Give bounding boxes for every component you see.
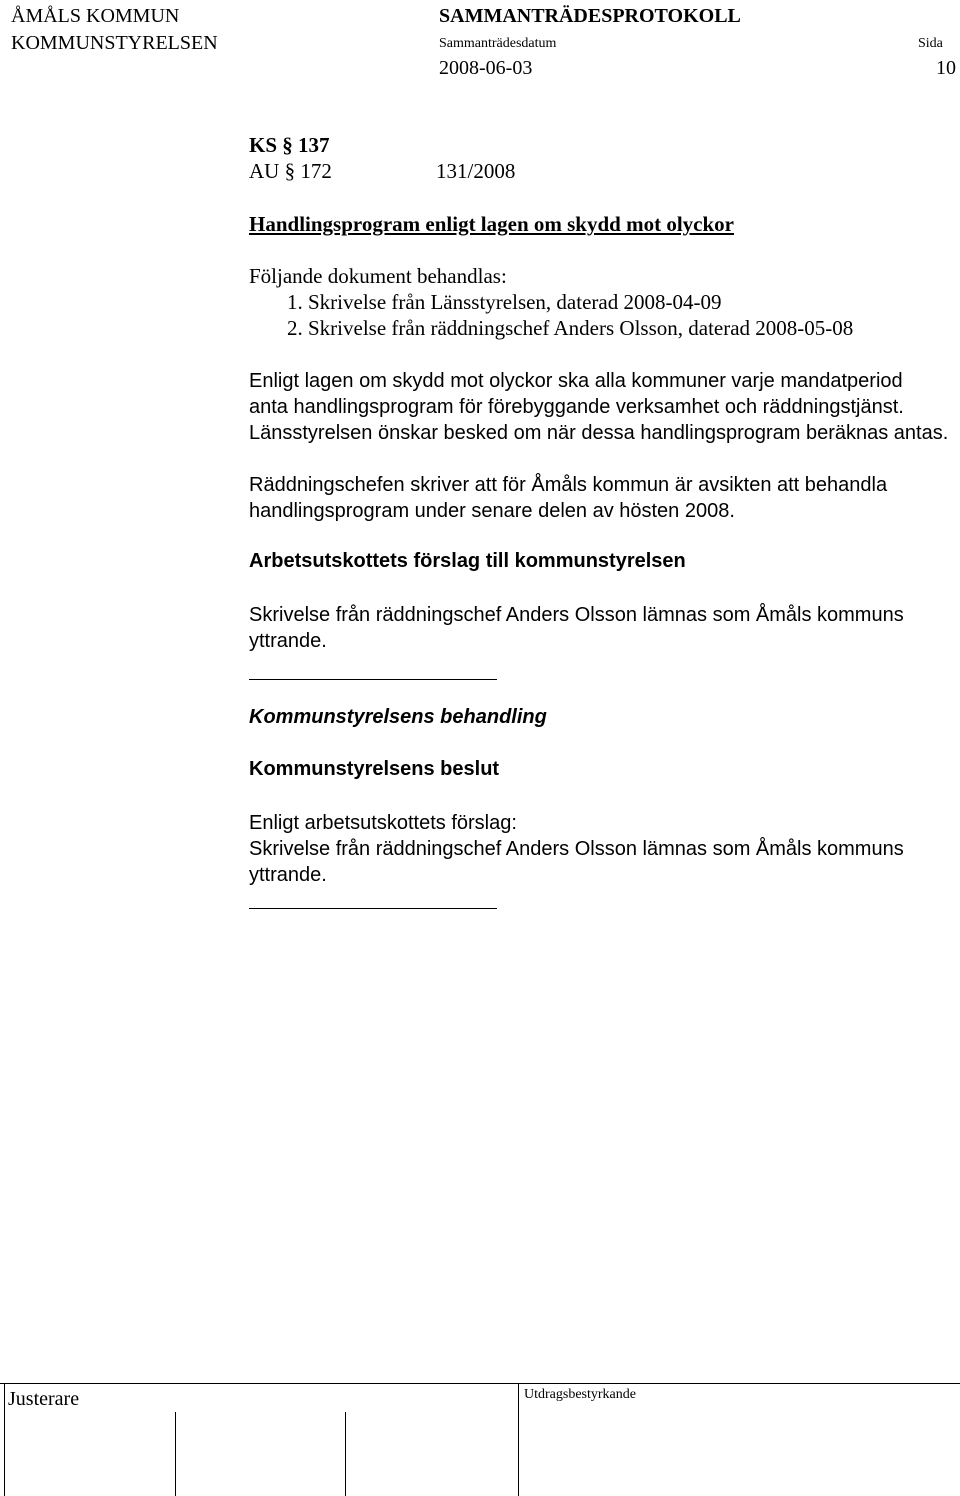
proposal-heading: Arbetsutskottets förslag till kommunstyrelsen (249, 550, 686, 572)
text-line: Enligt lagen om skydd mot olyckor ska alla kommuner varje mandatperiod (249, 370, 903, 392)
text-line: handlingsprogram under senare delen av hösten 2008. (249, 500, 735, 522)
text-line: Länsstyrelsen önskar besked om när dessa handlingsprogram beräknas antas. (249, 422, 949, 444)
text-line: anta handlingsprogram för förebyggande verksamhet och räddningstjänst. (249, 396, 904, 418)
text-line: Skrivelse från räddningschef Anders Olsson lämnas som Åmåls kommuns (249, 604, 904, 626)
signature-divider (175, 1412, 176, 1496)
signature-divider (518, 1384, 519, 1496)
page-number: 10 (936, 57, 956, 79)
document-item: 1. Skrivelse från Länsstyrelsen, daterad 2008-04-09 (287, 290, 722, 314)
decision-heading: Kommunstyrelsens beslut (249, 758, 500, 780)
au-paragraph: AU § 172 (249, 159, 332, 183)
separator-line (249, 679, 497, 680)
document-type: SAMMANTRÄDESPROTOKOLL (439, 5, 741, 27)
document-item: 2. Skrivelse från räddningschef Anders Olsson, daterad 2008-05-08 (287, 316, 854, 340)
meeting-date: 2008-06-03 (439, 57, 533, 79)
signature-divider (4, 1384, 5, 1496)
page-label: Sida (918, 36, 943, 51)
utdrag-label: Utdragsbestyrkande (524, 1387, 636, 1402)
text-line: Skrivelse från räddningschef Anders Olsson lämnas som Åmåls kommuns (249, 838, 904, 860)
municipality-name: ÅMÅLS KOMMUN (11, 5, 180, 27)
body-paragraph-1 (249, 368, 949, 446)
justerare-label: Justerare (8, 1388, 80, 1410)
footer-top-rule (0, 1383, 960, 1384)
case-number: 131/2008 (436, 159, 516, 183)
signature-divider (345, 1412, 346, 1496)
documents-intro: Följande dokument behandlas: (249, 264, 507, 288)
text-line: yttrande. (249, 864, 327, 886)
body-paragraph-2 (249, 472, 939, 524)
handling-heading: Kommunstyrelsens behandling (249, 706, 547, 728)
board-name: KOMMUNSTYRELSEN (11, 32, 218, 54)
ks-paragraph: KS § 137 (249, 133, 330, 157)
text-line: Enligt arbetsutskottets förslag: (249, 812, 517, 834)
text-line: yttrande. (249, 630, 327, 652)
separator-line (249, 908, 497, 909)
case-title: Handlingsprogram enligt lagen om skydd mot olyckor (249, 212, 734, 236)
decision-text (249, 810, 939, 888)
date-label: Sammanträdesdatum (439, 36, 557, 51)
proposal-text (249, 602, 939, 654)
text-line: Räddningschefen skriver att för Åmåls kommun är avsikten att behandla (249, 474, 888, 496)
